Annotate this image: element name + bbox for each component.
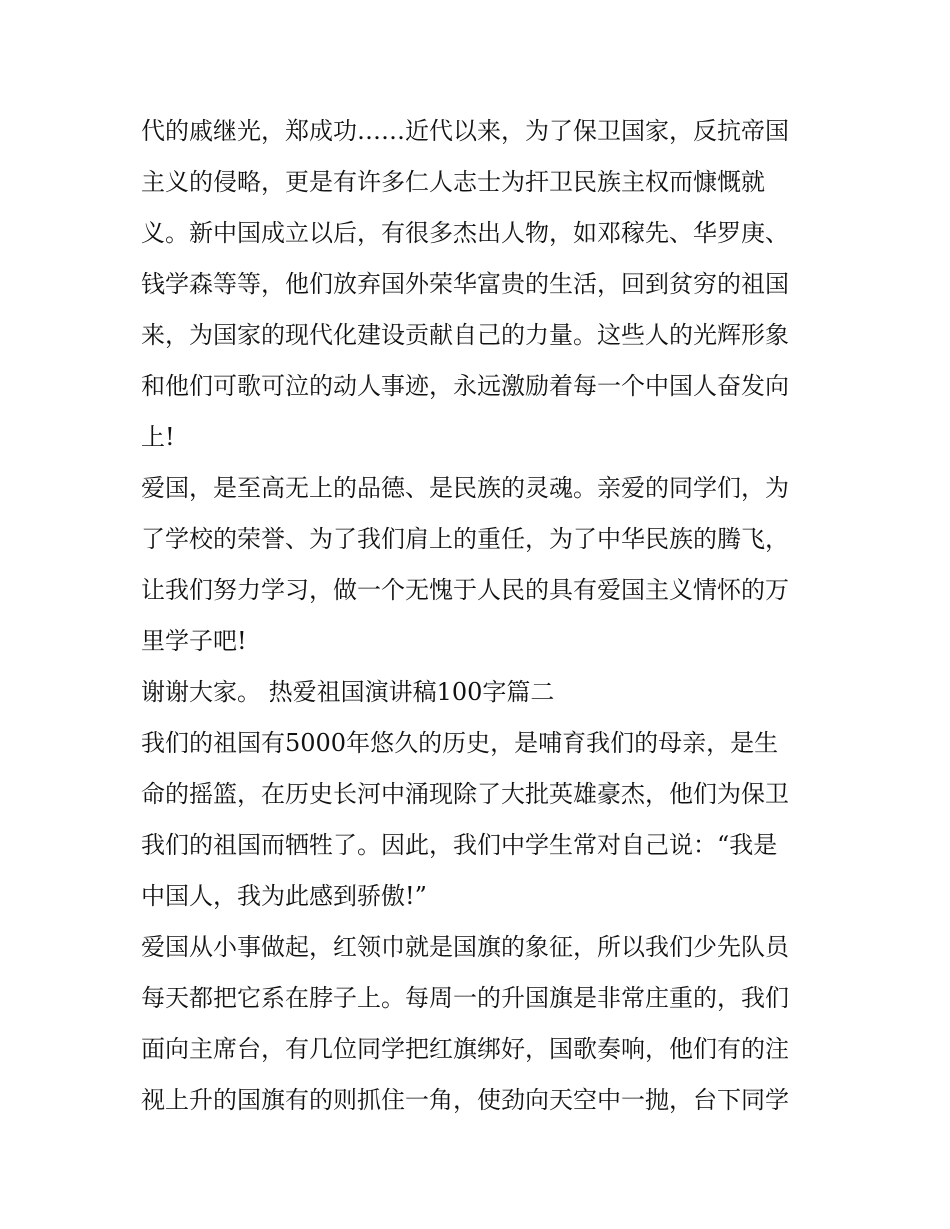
document-body [141,106,821,1126]
text-line-12: 谢谢大家。 热爱祖国演讲稿100字篇二 [141,678,555,706]
text-line-1: 代的戚继光，郑成功……近代以来，为了保卫国家，反抗帝国 [141,117,789,145]
text-line-5: 来，为国家的现代化建设贡献自己的力量。这些人的光辉形象 [141,321,789,349]
text-line-16: 中国人，我为此感到骄傲!” [141,882,427,910]
text-line-10: 让我们努力学习，做一个无愧于人民的具有爱国主义情怀的万 [141,576,789,604]
text-line-19: 面向主席台，有几位同学把红旗绑好，国歌奏响，他们有的注 [141,1035,789,1063]
text-line-8: 爱国，是至高无上的品德、是民族的灵魂。亲爱的同学们，为 [141,474,789,502]
text-line-18: 每天都把它系在脖子上。每周一的升国旗是非常庄重的，我们 [141,984,789,1012]
text-line-14: 命的摇篮，在历史长河中涌现除了大批英雄豪杰，他们为保卫 [141,780,789,808]
text-line-13: 我们的祖国有5000年悠久的历史，是哺育我们的母亲，是生 [141,729,779,757]
text-line-7: 上! [141,423,175,451]
text-line-6: 和他们可歌可泣的动人事迹，永远激励着每一个中国人奋发向 [141,372,789,400]
text-line-17: 爱国从小事做起，红领巾就是国旗的象征，所以我们少先队员 [141,933,789,961]
text-line-11: 里学子吧! [141,627,247,655]
text-line-2: 主义的侵略，更是有许多仁人志士为扞卫民族主权而慷慨就 [141,168,765,196]
text-line-4: 钱学森等等，他们放弃国外荣华富贵的生活，回到贫穷的祖国 [141,270,789,298]
text-line-3: 义。新中国成立以后，有很多杰出人物，如邓稼先、华罗庚、 [141,219,789,247]
text-line-15: 我们的祖国而牺牲了。因此，我们中学生常对自己说：“我是 [141,831,778,859]
text-line-9: 了学校的荣誉、为了我们肩上的重任，为了中华民族的腾飞， [141,525,789,553]
text-line-20: 视上升的国旗有的则抓住一角，使劲向天空中一抛，台下同学 [141,1086,789,1114]
